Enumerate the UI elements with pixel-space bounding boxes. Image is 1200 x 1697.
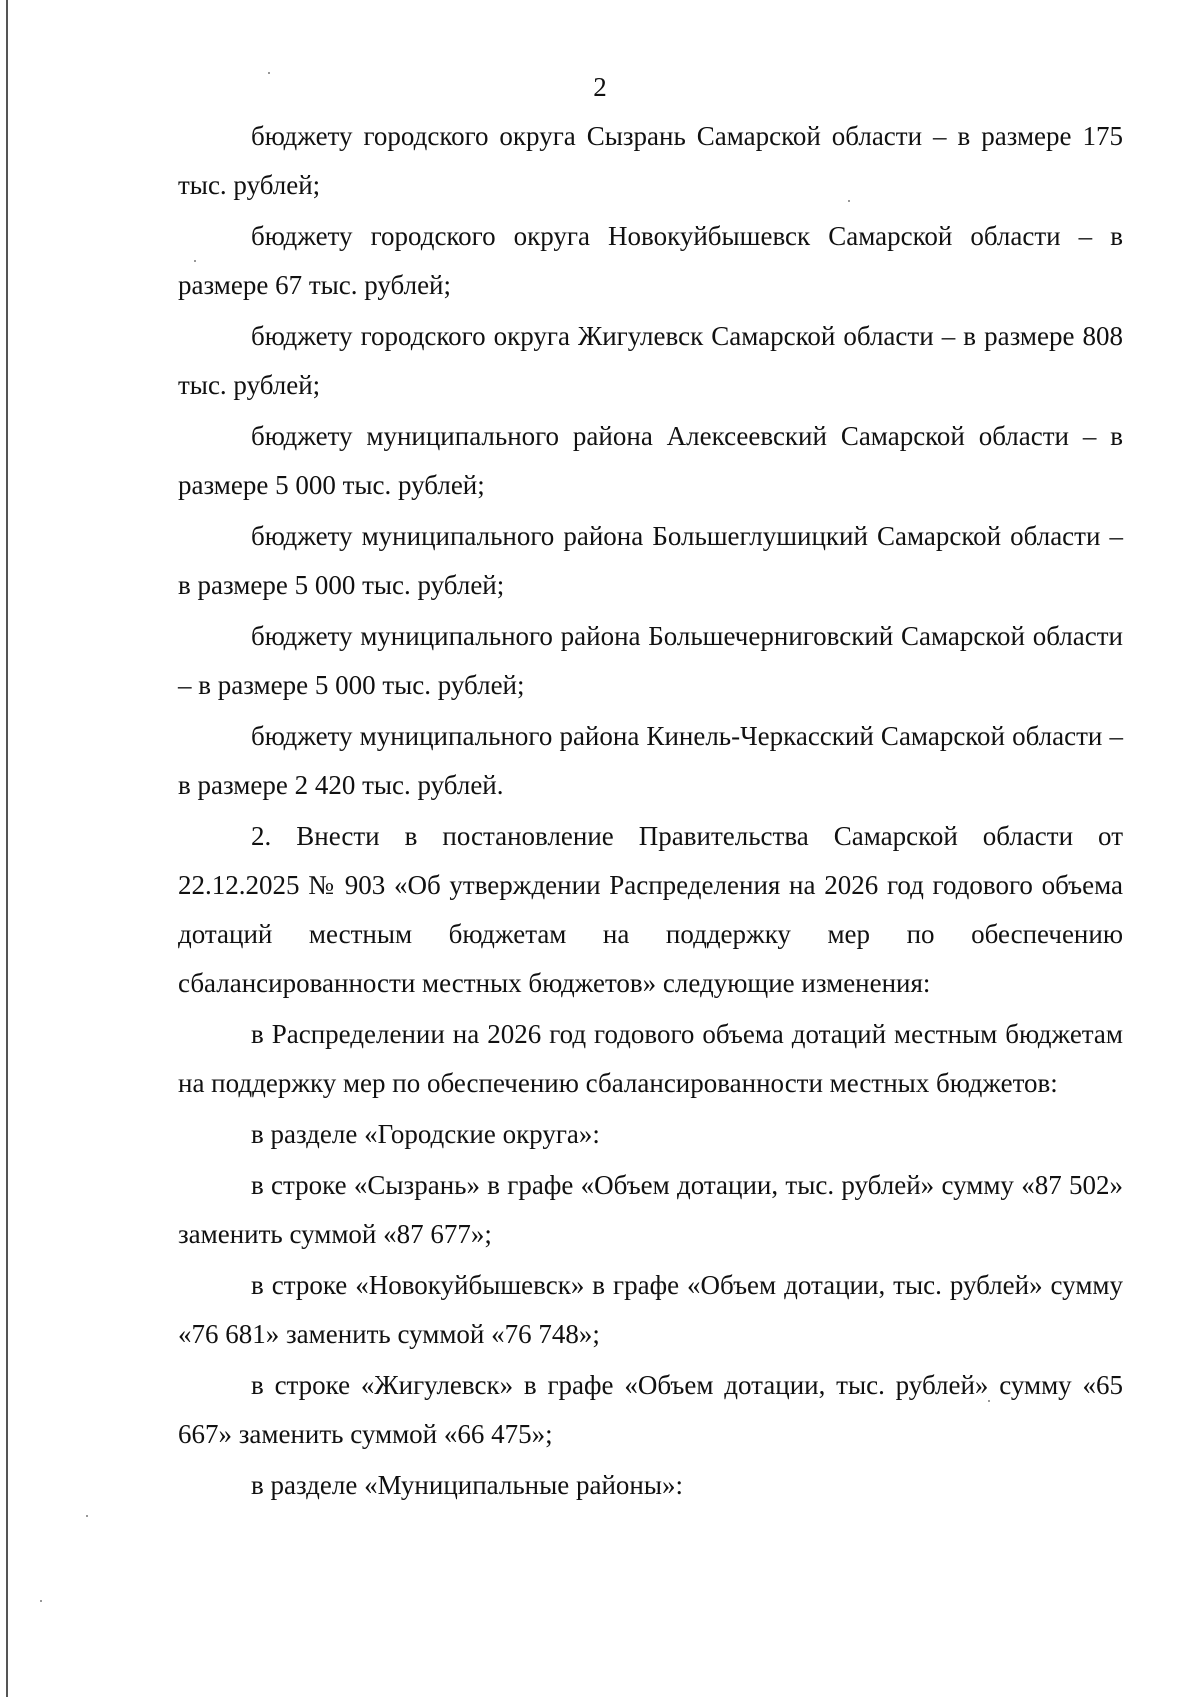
paragraph-budget-novokuybyshevsk: бюджету городского округа Новокуйбышевск Самарской области – в размере 67 тыс. рублей; [178,221,1123,300]
page-left-edge [6,0,8,1697]
paragraph-item-2: 2. Внести в постановление Правительства Самарской области от 22.12.2025 № 903 «Об утверждении Распределения на 2026 год годового объема дотаций местным бюджетам на поддержку мер по обеспечению сбалансированности местных бюджетов» следующие изменения: [178,821,1123,998]
paragraph-budget-zhigulevsk: бюджету городского округа Жигулевск Самарской области – в размере 808 тыс. рублей; [178,321,1123,400]
paragraph-distribution: в Распределении на 2026 год годового объема дотаций местным бюджетам на поддержку мер по обеспечению сбалансированности местных бюджетов: [178,1019,1123,1098]
paragraph-row-novokuybyshevsk: в строке «Новокуйбышевск» в графе «Объем дотации, тыс. рублей» сумму «76 681» заменить суммой «76 748»; [178,1270,1123,1349]
document-body [178,112,1123,1512]
page-number: 2 [593,72,607,102]
paragraph-section-municipal-districts: в разделе «Муниципальные районы»: [251,1470,684,1500]
paragraph-row-syzran: в строке «Сызрань» в графе «Объем дотации, тыс. рублей» сумму «87 502» заменить суммой «87 677»; [178,1170,1123,1249]
paragraph-budget-syzran: бюджету городского округа Сызрань Самарской области – в размере 175 тыс. рублей; [178,121,1123,200]
paragraph-budget-alekseevsky: бюджету муниципального района Алексеевский Самарской области – в размере 5 000 тыс. рублей; [178,421,1123,500]
scan-speck [268,72,270,74]
scan-speck [86,1515,88,1517]
paragraph-section-city-districts: в разделе «Городские округа»: [251,1119,600,1149]
scan-speck [194,260,196,262]
paragraph-row-zhigulevsk: в строке «Жигулевск» в графе «Объем дотации, тыс. рублей» сумму «65 667» заменить суммой «66 475»; [178,1370,1123,1449]
paragraph-budget-kinel-cherkassky: бюджету муниципального района Кинель-Черкасский Самарской области – в размере 2 420 тыс. рублей. [178,721,1123,800]
scan-speck [988,1400,990,1402]
scan-speck [848,200,850,202]
paragraph-budget-bolsheglushitsky: бюджету муниципального района Большеглушицкий Самарской области – в размере 5 000 тыс. рублей; [178,521,1123,600]
paragraph-budget-bolshechernigovsky: бюджету муниципального района Большечерниговский Самарской области – в размере 5 000 тыс. рублей; [178,621,1123,700]
scan-speck [40,1600,42,1602]
